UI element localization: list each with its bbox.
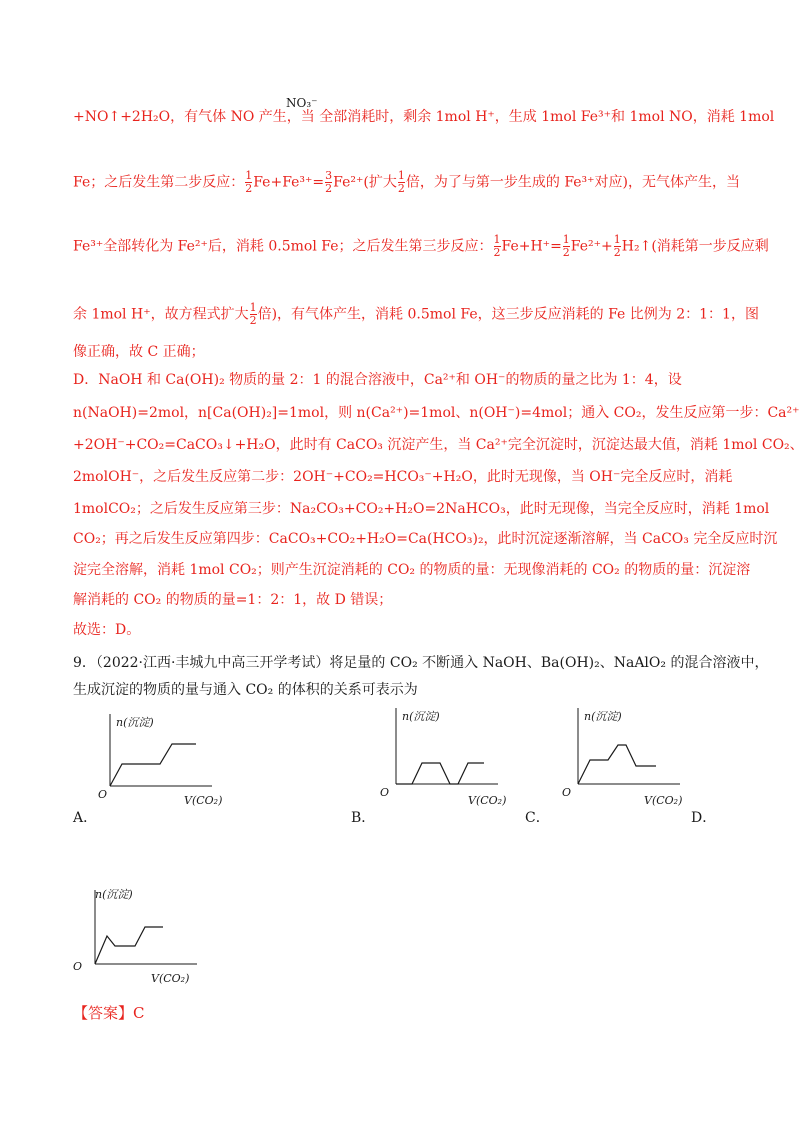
explanation-line-10: 1molCO₂；之后发生反应第三步：Na₂CO₃+CO₂+H₂O=2NaHCO₃，此时无现像，当完全反应时，消耗 1mol xyxy=(73,501,770,517)
line-text: Fe²⁺+ xyxy=(570,238,613,255)
explanation-line-11: CO₂；再之后发生反应第四步：CaCO₃+CO₂+H₂O=Ca(HCO₃)₂，此时沉淀逐渐溶解，当 CaCO₃ 完全反应时沉 xyxy=(73,531,778,547)
explanation-line-6: D．NaOH 和 Ca(OH)₂ 物质的量 2：1 的混合溶液中，Ca²⁺和 OH⁻的物质的量之比为 1：4，设 xyxy=(73,372,682,388)
curve-d xyxy=(95,927,163,964)
answer xyxy=(73,1002,145,1023)
fraction-half: $\frac{1}{2}$ xyxy=(613,233,621,259)
line-text: 余 1mol H⁺，故方程式扩大 xyxy=(73,306,249,323)
line-text: H₂↑(消耗第一步反应剩 xyxy=(621,238,769,255)
y-label: n(沉淀) xyxy=(116,716,154,729)
curve-c xyxy=(578,745,656,784)
explanation-line-4 xyxy=(73,302,759,327)
option-a-label: A． xyxy=(73,810,98,826)
answer-value: C xyxy=(133,1004,145,1022)
origin-label: O xyxy=(562,786,572,799)
graph-option-a xyxy=(92,706,232,808)
line-text: Fe³⁺全部转化为 Fe²⁺后，消耗 0.5mol Fe；之后发生第三步反应： xyxy=(73,238,493,255)
line-text: Fe+H⁺= xyxy=(501,238,562,255)
origin-label: O xyxy=(73,960,83,973)
graph-option-c xyxy=(560,700,700,808)
explanation-line-14: 故选：D。 xyxy=(73,622,141,638)
x-label: V(CO₂) xyxy=(644,794,683,807)
fraction-half: $\frac{1}{2}$ xyxy=(562,233,570,259)
y-label: n(沉淀) xyxy=(95,888,133,901)
origin-label: O xyxy=(98,788,108,801)
curve-b xyxy=(396,763,484,784)
fraction-half: $\frac{1}{2}$ xyxy=(245,169,253,195)
explanation-line-13: 解消耗的 CO₂ 的物质的量=1：2：1，故 D 错误； xyxy=(73,592,393,608)
option-b-label: B． xyxy=(351,810,376,826)
graph-option-d xyxy=(73,882,217,990)
x-label: V(CO₂) xyxy=(468,794,507,807)
explanation-line-5: 像正确，故 C 正确； xyxy=(73,344,205,360)
line-text: Fe；之后发生第二步反应： xyxy=(73,174,245,191)
explanation-line-7: n(NaOH)=2mol，n[Ca(OH)₂]=1mol，则 n(Ca²⁺)=1mol、n(OH⁻)=4mol；通入 CO₂，发生反应第一步：Ca²⁺ xyxy=(73,405,800,421)
explanation-line-1 xyxy=(73,108,774,126)
question-9-line-1: 9．（2022·江西·丰城九中高三开学考试）将足量的 CO₂ 不断通入 NaOH、Ba(OH)₂、NaAlO₂ 的混合溶液中， xyxy=(73,655,769,671)
fraction-half: $\frac{1}{2}$ xyxy=(397,169,405,195)
line-text: 倍，为了与第一步生成的 Fe³⁺对应)，无气体产生，当 xyxy=(405,174,741,191)
line-text: Fe+Fe³⁺= xyxy=(253,174,325,191)
y-label: n(沉淀) xyxy=(402,710,440,723)
x-label: V(CO₂) xyxy=(184,794,223,807)
line-text: 倍)，有气体产生，消耗 0.5mol Fe，这三步反应消耗的 Fe 比例为 2：1：1，图 xyxy=(257,306,759,323)
line-text: +NO↑+2H₂O，有气体 NO 产生，当 全部消耗时，剩余 1mol H⁺，生成 1mol Fe³⁺和 1mol NO，消耗 1mol xyxy=(73,109,775,125)
explanation-line-8: +2OH⁻+CO₂=CaCO₃↓+H₂O，此时有 CaCO₃ 沉淀产生，当 Ca²⁺完全沉淀时，沉淀达最大值，消耗 1mol CO₂、 xyxy=(73,437,804,453)
fraction-half: $\frac{1}{2}$ xyxy=(493,233,501,259)
origin-label: O xyxy=(380,786,390,799)
explanation-line-12: 淀完全溶解，消耗 1mol CO₂；则产生沉淀消耗的 CO₂ 的物质的量：无现像消耗的 CO₂ 的物质的量：沉淀溶 xyxy=(73,562,751,578)
question-9-line-2: 生成沉淀的物质的量与通入 CO₂ 的体积的关系可表示为 xyxy=(73,682,418,698)
explanation-line-2 xyxy=(73,170,740,195)
no3-label: NO₃⁻ xyxy=(286,96,318,110)
graph-option-b xyxy=(378,700,518,808)
explanation-line-3 xyxy=(73,234,769,259)
option-d-label: D． xyxy=(691,810,717,826)
curve-a xyxy=(110,744,196,786)
explanation-line-9: 2molOH⁻，之后发生反应第二步：2OH⁻+CO₂=HCO₃⁻+H₂O，此时无现像，当 OH⁻完全反应时，消耗 xyxy=(73,469,733,485)
y-label: n(沉淀) xyxy=(584,710,622,723)
fraction-three-half: $\frac{3}{2}$ xyxy=(325,169,333,195)
line-text: Fe²⁺(扩大 xyxy=(333,174,397,191)
answer-bracket: 【答案】 xyxy=(73,1004,134,1022)
fraction-half: $\frac{1}{2}$ xyxy=(249,301,257,327)
option-c-label: C． xyxy=(525,810,550,826)
x-label: V(CO₂) xyxy=(151,972,190,985)
